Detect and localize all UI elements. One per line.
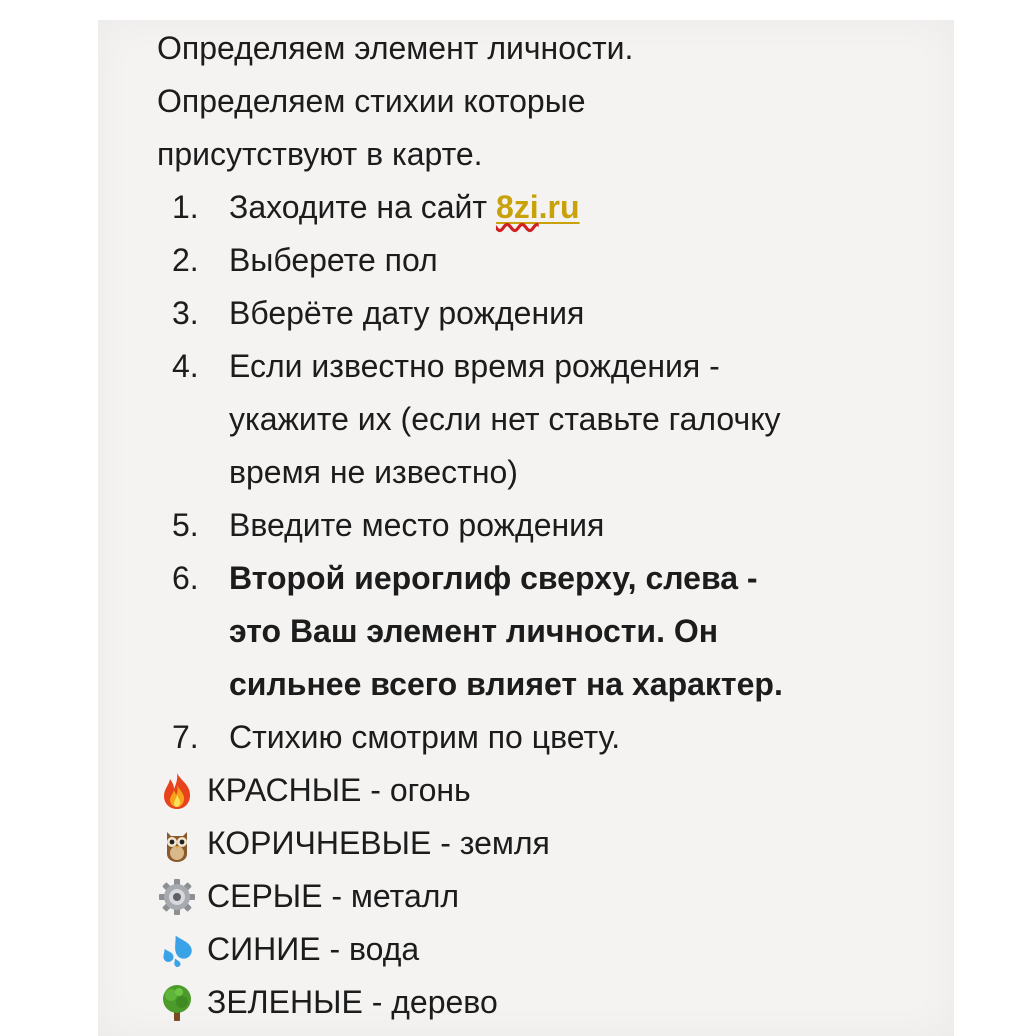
step-text-line: это Ваш элемент личности. Он [229,613,719,649]
element-label: КРАСНЫЕ - огонь [207,772,471,808]
step-text: Стихию смотрим по цвету. [229,719,621,755]
element-label: СИНИЕ - вода [207,931,420,967]
site-link-domain: .ru [538,189,580,225]
step-text-line: укажите их (если нет ставьте галочку [229,401,781,437]
step-text-line: Второй иероглиф сверху, слева - [229,560,758,596]
intro-line: присутствуют в карте. [157,136,483,172]
site-link[interactable] [496,189,580,225]
intro-line: Определяем элемент личности. [157,30,634,66]
step-text: Выберете пол [229,242,438,278]
step-number: 7. [172,719,199,755]
element-label: ЗЕЛЕНЫЕ - дерево [207,984,498,1020]
element-wood [157,976,937,1029]
step-text-line: время не известно) [229,454,518,490]
element-fire [157,764,937,817]
step-3 [157,287,937,340]
water-drops-icon [157,930,203,970]
step-number: 2. [172,242,199,278]
step-7 [157,711,937,764]
step-number: 5. [172,507,199,543]
site-link-name: 8zi [495,189,539,225]
step-6 [157,552,937,711]
step-number: 3. [172,295,199,331]
step-2 [157,234,937,287]
step-number: 1. [172,189,199,225]
step-4 [157,340,937,499]
element-label: КОРИЧНЕВЫЕ - земля [207,825,550,861]
element-earth [157,817,937,870]
step-1 [157,181,937,234]
step-text: Введите место рождения [229,507,605,543]
steps-list [157,181,937,764]
instruction-text [157,22,937,1029]
element-metal [157,870,937,923]
step-text-line: сильнее всего влияет на характер. [229,666,783,702]
elements-list [157,764,937,1029]
step-text: Заходите на сайт [229,189,496,225]
fire-icon [157,771,203,811]
intro-line: Определяем стихии которые [157,83,586,119]
tree-icon [157,983,203,1023]
step-number: 6. [172,560,199,596]
element-water [157,923,937,976]
owl-icon [157,824,203,864]
step-text-line: Если известно время рождения - [229,348,720,384]
step-text: Вберёте дату рождения [229,295,585,331]
step-5 [157,499,937,552]
gear-icon [157,877,203,917]
element-label: СЕРЫЕ - металл [207,878,460,914]
step-number: 4. [172,348,199,384]
